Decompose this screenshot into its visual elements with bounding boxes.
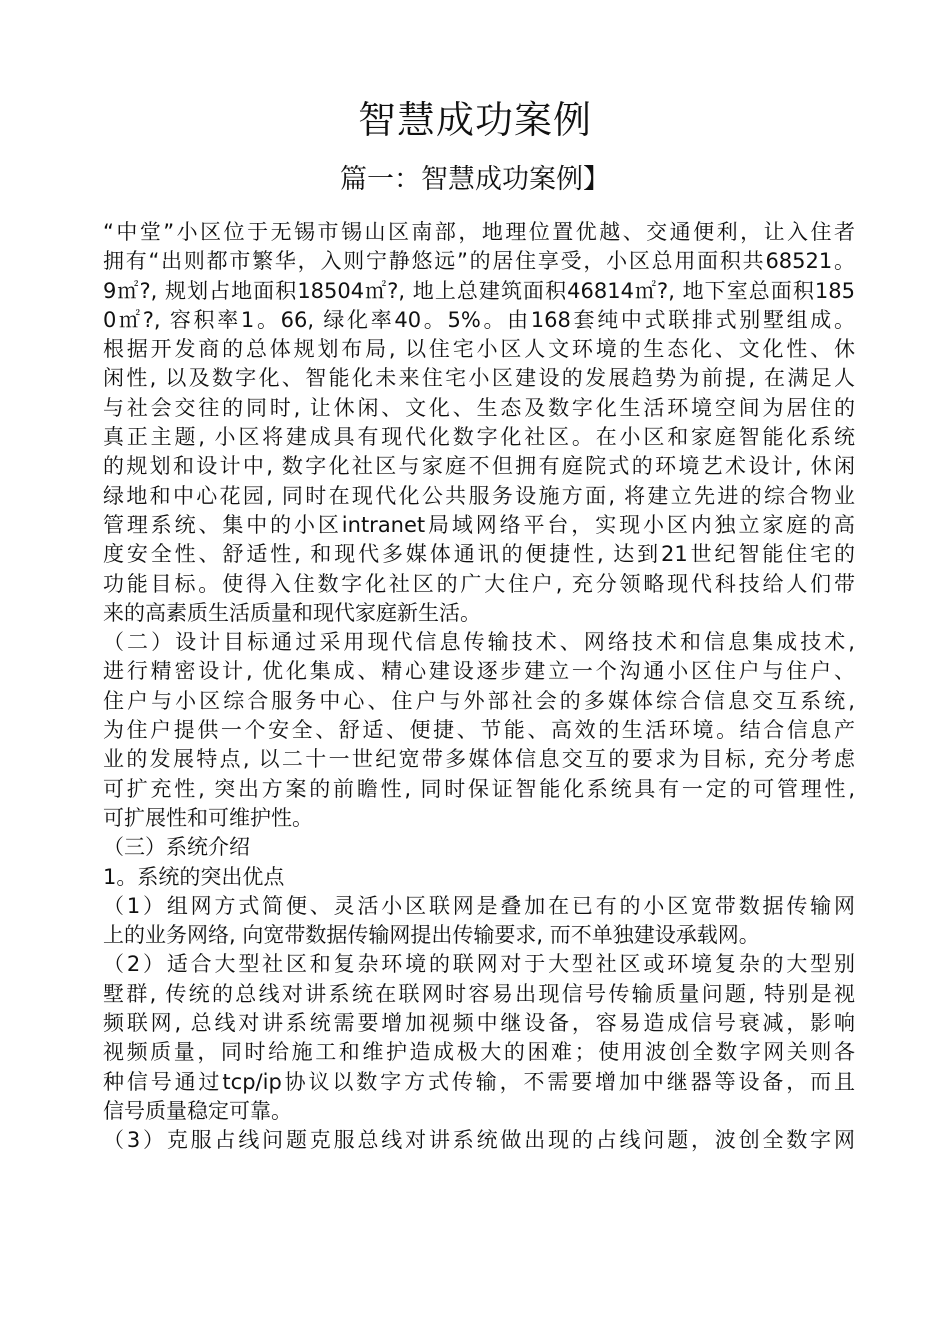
document-subtitle: 篇一：智慧成功案例】 <box>340 164 610 195</box>
body-text-line: 0㎡?, 容积率1。66, 绿化率40。5%。由168套纯中式联排式别墅组成。 <box>103 307 855 332</box>
body-text-line: （三）系统介绍 <box>103 835 250 860</box>
body-text-line: 信号质量稳定可靠。 <box>103 1098 292 1123</box>
body-text-line: 来的高素质生活质量和现代家庭新生活。 <box>103 600 481 625</box>
body-text-line: 与社会交往的同时, 让休闲、文化、生态及数字化生活环境空间为居住的 <box>103 395 855 420</box>
body-text-line: 功能目标。使得入住数字化社区的广大住户, 充分领略现代科技给人们带 <box>103 571 855 596</box>
body-text-line: 为住户提供一个安全、舒适、便捷、节能、高效的生活环境。结合信息产 <box>103 718 855 743</box>
body-text-line: 业的发展特点, 以二十一世纪宽带多媒体信息交互的要求为目标, 充分考虑 <box>103 747 855 772</box>
body-text-line: “中堂”小区位于无锡市锡山区南部，地理位置优越、交通便利，让入住者 <box>103 220 855 244</box>
body-text-line: 管理系统、集中的小区intranet局域网络平台，实现小区内独立家庭的高 <box>103 512 855 537</box>
body-text-line: 种信号通过tcp/ip协议以数字方式传输，不需要增加中继器等设备，而且 <box>103 1069 855 1094</box>
body-text-line: （3）克服占线问题克服总线对讲系统做出现的占线问题，波创全数字网 <box>103 1128 855 1153</box>
body-text-line: 视频质量，同时给施工和维护造成极大的困难；使用波创全数字网关则各 <box>103 1040 855 1065</box>
body-text-line: （2）适合大型社区和复杂环境的联网对于大型社区或环境复杂的大型别 <box>103 952 855 977</box>
body-text-line: 可扩展性和可维护性。 <box>103 805 313 830</box>
body-text-line: 进行精密设计, 优化集成、精心建设逐步建立一个沟通小区住户与住户、 <box>103 659 855 684</box>
body-text-line: 拥有“出则都市繁华，入则宁静悠远”的居住享受，小区总用面积共68521。 <box>103 249 855 274</box>
body-text-line: 真正主题, 小区将建成具有现代化数字化社区。在小区和家庭智能化系统 <box>103 425 855 450</box>
document-body <box>103 218 855 1156</box>
body-text-line: 住户与小区综合服务中心、住户与外部社会的多媒体综合信息交互系统, <box>103 688 855 713</box>
body-text-line: （1）组网方式简便、灵活小区联网是叠加在已有的小区宽带数据传输网 <box>103 893 855 918</box>
body-text-line: 的规划和设计中, 数字化社区与家庭不但拥有庭院式的环境艺术设计, 休闲 <box>103 454 855 479</box>
body-text-line: 上的业务网络, 向宽带数据传输网提出传输要求, 而不单独建设承载网。 <box>103 923 760 948</box>
body-text-line: 绿地和中心花园, 同时在现代化公共服务设施方面, 将建立先进的综合物业 <box>103 483 855 508</box>
body-text-line: 闲性, 以及数字化、智能化未来住宅小区建设的发展趋势为前提, 在满足人 <box>103 366 855 391</box>
body-text-line: 根据开发商的总体规划布局, 以住宅小区人文环境的生态化、文化性、休 <box>103 337 855 362</box>
body-text-line: 1。系统的突出优点 <box>103 864 285 889</box>
body-text-line: 可扩充性, 突出方案的前瞻性, 同时保证智能化系统具有一定的可管理性, <box>103 776 855 801</box>
body-text-line: 度安全性、舒适性, 和现代多媒体通讯的便捷性, 达到21世纪智能住宅的 <box>103 542 855 567</box>
body-text-line: （二）设计目标通过采用现代信息传输技术、网络技术和信息集成技术, <box>103 630 855 655</box>
body-text-line: 9㎡?, 规划占地面积18504㎡?, 地上总建筑面积46814㎡?, 地下室总面积185 <box>103 278 855 303</box>
body-text-line: 频联网, 总线对讲系统需要增加视频中继设备，容易造成信号衰减，影响 <box>103 1011 855 1036</box>
body-text-line: 墅群, 传统的总线对讲系统在联网时容易出现信号传输质量问题, 特别是视 <box>103 981 855 1006</box>
document-title: 智慧成功案例 <box>357 98 592 142</box>
